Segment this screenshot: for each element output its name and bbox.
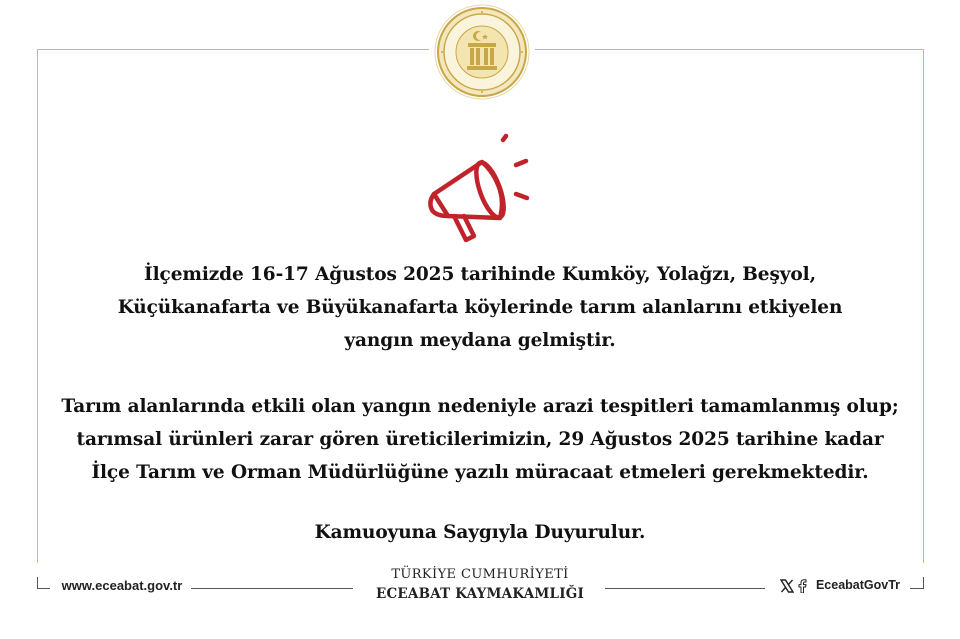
announcement-line: İlçe Tarım ve Orman Müdürlüğüne yazılı müracaat etmeleri gerekmektedir. [91,462,869,483]
frame-top-left [37,49,429,50]
frame-right [923,49,924,563]
footer-divider [37,588,50,589]
seal-emblem [433,3,531,101]
announcement-paragraph-2 [40,390,920,489]
footer-divider [910,588,924,589]
announcement-line: İlçemizde 16-17 Ağustos 2025 tarihinde Kumköy, Yolağzı, Beşyol, [144,264,816,285]
megaphone-icon [420,132,540,247]
closing-line: Kamuoyuna Saygıyla Duyurulur. [314,522,646,543]
institution-bottom: ECEABAT KAYMAKAMLIĞI [376,586,584,602]
announcement-paragraph-1 [40,258,920,357]
footer-divider [191,588,353,589]
frame-left [37,49,38,563]
announcement-closing [40,516,920,549]
social-links [770,578,910,592]
social-handle[interactable]: EceabatGovTr [815,578,901,592]
announcement-line: tarımsal ürünleri zarar gören üreticilerimizin, 29 Ağustos 2025 tarihine kadar [76,429,884,450]
announcement-line: Küçükanafarta ve Büyükanafarta köylerinde tarım alanlarını etkiyelen [117,297,843,318]
announcement-line: Tarım alanlarında etkili olan yangın nedeniyle arazi tespitleri tamamlanmış olup; [61,396,899,417]
institution-top: TÜRKİYE CUMHURİYETİ [391,567,569,582]
frame-top-right [535,49,924,50]
website-link[interactable]: www.eceabat.gov.tr [61,578,183,593]
footer-divider [605,588,765,589]
x-logo-icon[interactable] [780,578,794,592]
facebook-icon[interactable] [797,578,811,592]
announcement-line: yangın meydana gelmiştir. [344,330,616,351]
institution-name [355,566,605,604]
